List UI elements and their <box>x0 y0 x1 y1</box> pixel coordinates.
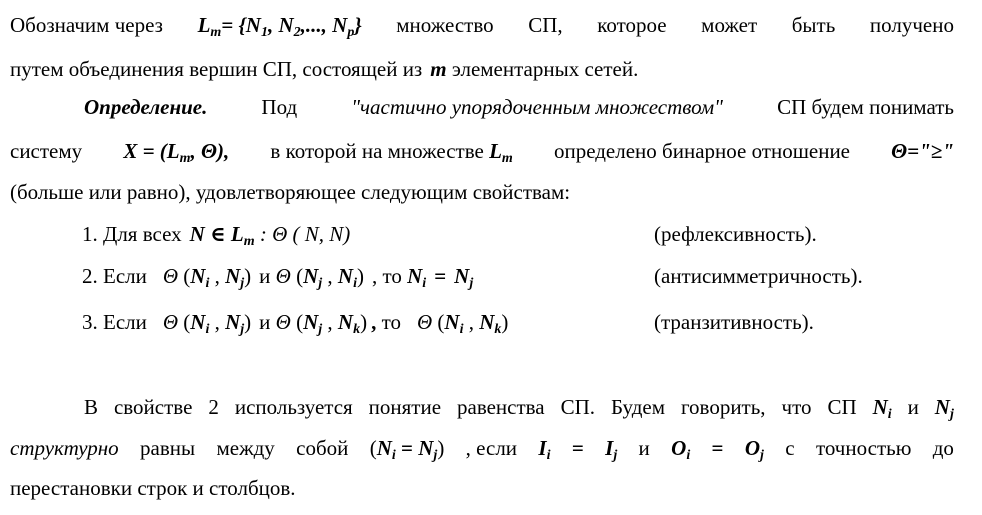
property-3-name: (транзитивность). <box>654 310 814 334</box>
paragraph2-line1: В свойстве 2 используется понятие равенства СП. Будем говорить, что СП $N_i$ и $N_j$ <box>84 395 954 422</box>
property-1-name: (рефлексивность). <box>654 222 817 246</box>
p1-word: может <box>701 13 758 37</box>
set-formula: $L_m= \{N_1$, $N_2$,..., $N_p$} <box>197 13 362 40</box>
property-3: 3. Если Θ ($N_i$ , $N_j$) и Θ ($N_j$ , $N_k$) , то Θ ($N_i$ , $N_k$) <box>82 310 509 337</box>
p1-word: СП, <box>528 13 563 37</box>
property-2: 2. Если Θ ($N_i$ , $N_j$) и Θ ($N_j$ , $N_i$) , то $N_i = N_j$ <box>82 264 474 291</box>
paragraph1-line2: путем объединения вершин СП, состоящей из m элементарных сетей. <box>10 57 639 81</box>
paragraph1-line1 <box>10 13 954 40</box>
p1-word: быть <box>791 13 836 37</box>
quoted-term: "частично упорядоченным множеством" <box>351 95 724 119</box>
p1-word: получено <box>869 13 954 37</box>
p1-word: которое <box>597 13 667 37</box>
p1-word: множество <box>396 13 494 37</box>
p1-lead: Обозначим через <box>10 13 163 37</box>
document-page <box>10 0 954 515</box>
system-formula: $X = (L_m$, Θ), <box>123 139 230 166</box>
property-1: 1. Для всех N ∈ $L_m$ : Θ ( N, N) <box>82 222 351 249</box>
paragraph2-line3: перестановки строк и столбцов. <box>10 476 296 500</box>
definition-line2: систему $X = (L_m$, Θ), в которой на множестве $L_m$ определено бинарное отношение Θ="≥" <box>10 139 954 166</box>
definition-label: Определение. <box>84 95 208 119</box>
definition-line1: Определение. Под "частично упорядоченным множеством" СП будем понимать <box>84 95 954 119</box>
definition-line3: (больше или равно), удовлетворяющее следующим свойствам: <box>10 180 571 204</box>
property-2-name: (антисимметричность). <box>654 264 863 288</box>
paragraph2-line2: структурно равны между собой $(N_i = N_j)$ , если $I_i$ = $I_j$ и $O_i$ = $O_j$ с точностью до <box>10 436 954 463</box>
m-variable: m <box>430 57 447 81</box>
relation-symbol: Θ="≥" <box>891 139 954 163</box>
